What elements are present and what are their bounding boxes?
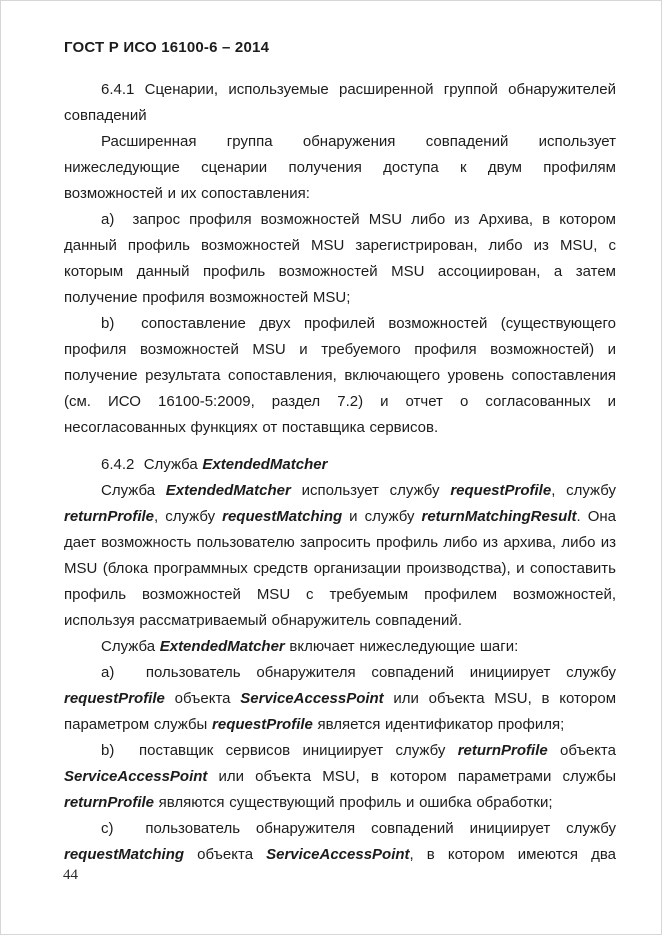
term-emphasis: returnMatchingResult bbox=[421, 508, 577, 525]
text-run: являются существующий профиль и ошибка обработки; bbox=[154, 794, 553, 811]
term-emphasis: returnProfile bbox=[457, 742, 548, 759]
text-run: и службу bbox=[342, 508, 422, 525]
term-emphasis: returnProfile bbox=[64, 794, 155, 811]
term-emphasis: requestProfile bbox=[64, 690, 165, 707]
text-run: объекта bbox=[164, 690, 241, 707]
text-run: 6.4.2 Служба bbox=[101, 456, 203, 473]
term-emphasis: ServiceAccessPoint bbox=[266, 846, 410, 863]
text-run: , в котором имеются два bbox=[409, 846, 616, 863]
text-run: b) сопоставление двух профилей возможностей (существующего профиля возможностей MSU и требуемого профиля возможностей) и получение результата сопоставления, включающего уровень сопоставления (см. ИСО 16100-5:2009, раздел 7.2) и отчет о согласованных и несогласованных функциях от поставщика сервисов. bbox=[64, 315, 616, 436]
text-run: Расширенная группа обнаружения совпадений использует нижеследующие сценарии получения доступа к двум профилям возможностей и их сопоставления: bbox=[64, 133, 616, 202]
para-scenarios-intro bbox=[64, 129, 616, 207]
text-run: a) запрос профиля возможностей MSU либо из Архива, в котором данный профиль возможностей MSU зарегистрирован, либо из MSU, с которым данный профиль возможностей MSU ассоциирован, а затем получение профиля возможностей MSU; bbox=[64, 211, 616, 306]
text-run: c) пользователь обнаружителя совпадений инициирует службу bbox=[101, 820, 616, 837]
term-emphasis: ExtendedMatcher bbox=[159, 638, 285, 655]
text-run: . Она дает возможность пользователю запросить профиль либо из архива, либо из MSU (блока программных средств организации производства), и сопоставить профиль возможностей MSU с требуемым профилем возможностей, используя рассматриваемый обнаружитель совпадений. bbox=[64, 508, 616, 629]
term-emphasis: requestProfile bbox=[212, 716, 313, 733]
term-emphasis: ServiceAccessPoint bbox=[64, 768, 208, 785]
text-run: b) поставщик сервисов инициирует службу bbox=[101, 742, 458, 759]
running-header: ГОСТ Р ИСО 16100-6 – 2014 bbox=[64, 39, 270, 56]
term-emphasis: requestMatching bbox=[222, 508, 343, 525]
term-emphasis: ExtendedMatcher bbox=[165, 482, 291, 499]
list-item-b bbox=[64, 311, 616, 441]
heading-6-4-2 bbox=[64, 452, 616, 478]
text-run: , службу bbox=[154, 508, 223, 525]
text-run: или объекта MSU, в котором параметрами службы bbox=[207, 768, 616, 785]
term-emphasis: returnProfile bbox=[64, 508, 155, 525]
text-run: Служба bbox=[101, 482, 166, 499]
term-emphasis: requestMatching bbox=[64, 846, 185, 863]
step-item-c bbox=[64, 816, 616, 868]
list-item-a bbox=[64, 207, 616, 311]
term-emphasis: ServiceAccessPoint bbox=[240, 690, 384, 707]
term-emphasis: requestProfile bbox=[450, 482, 552, 499]
para-steps-intro bbox=[64, 634, 616, 660]
page-number: 44 bbox=[63, 867, 78, 883]
text-run: является идентификатор профиля; bbox=[312, 716, 565, 733]
text-run: Служба bbox=[101, 638, 160, 655]
text-run: или объекта MSU, в котором параметром службы bbox=[64, 690, 617, 733]
para-extendedmatcher-description bbox=[64, 478, 616, 634]
text-run: 6.4.1 Сценарии, используемые расширенной группой обнаружителей совпадений bbox=[64, 81, 616, 124]
heading-6-4-1 bbox=[64, 77, 616, 129]
text-run: использует службу bbox=[290, 482, 451, 499]
term-emphasis: ExtendedMatcher bbox=[202, 456, 328, 473]
text-run: объекта bbox=[184, 846, 267, 863]
document-body bbox=[64, 77, 616, 868]
step-item-b bbox=[64, 738, 616, 816]
text-run: a) пользователь обнаружителя совпадений инициирует службу bbox=[101, 664, 616, 681]
text-run: , службу bbox=[551, 482, 616, 499]
text-run: объекта bbox=[547, 742, 616, 759]
text-run: включает нижеследующие шаги: bbox=[284, 638, 519, 655]
step-item-a bbox=[64, 660, 616, 738]
